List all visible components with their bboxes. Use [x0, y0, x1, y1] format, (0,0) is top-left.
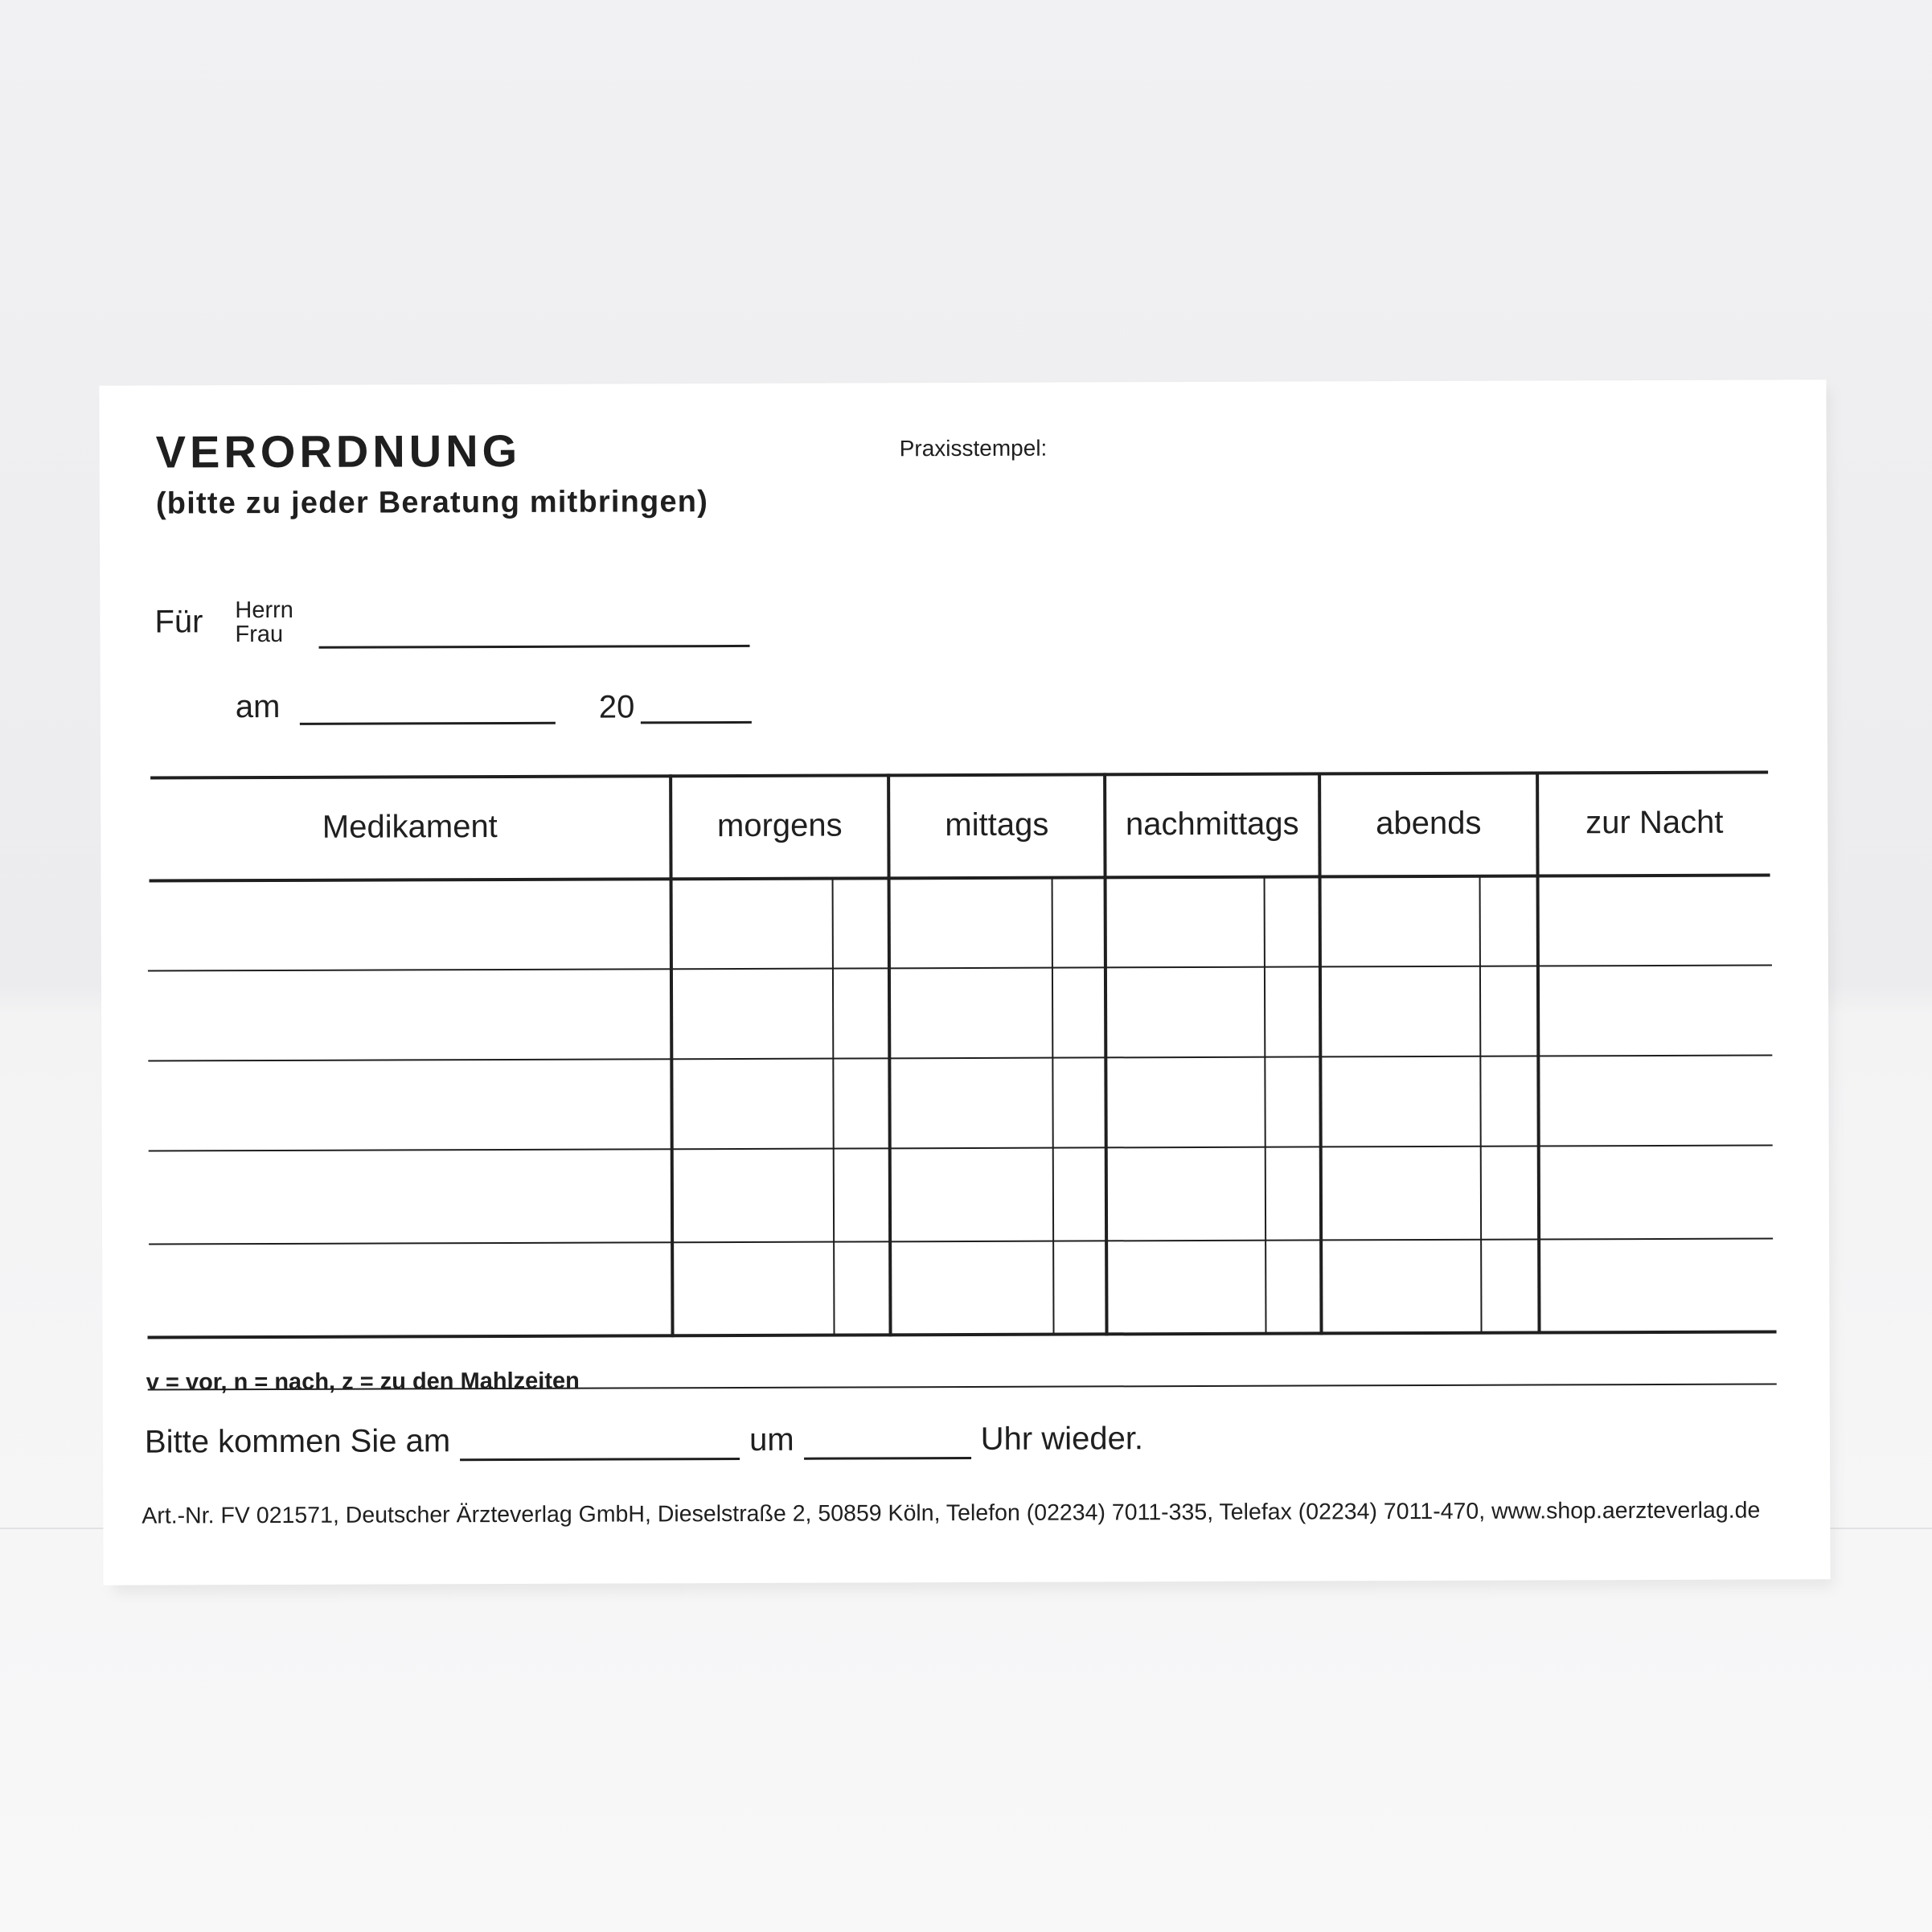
table-row-line [149, 1237, 1773, 1245]
form-title: VERORDNUNG [155, 425, 522, 478]
return-suffix: Uhr wieder. [980, 1421, 1144, 1457]
subcolumn-divider [1052, 878, 1055, 1335]
return-middle: um [749, 1421, 794, 1458]
subcolumn-divider [1479, 876, 1483, 1333]
table-row-line [148, 964, 1772, 971]
return-prefix: Bitte kommen Sie am [144, 1423, 451, 1460]
publisher-footer: Art.-Nr. FV 021571, Deutscher Ärzteverlag GmbH, Dieselstraße 2, 50859 Köln, Telefon (02234) 7011-335, Telefax (02234) 7011-470, www.shop.aerzteverlag.de [142, 1497, 1761, 1529]
medication-table [99, 379, 1830, 1585]
header-morgens: morgens [716, 807, 843, 843]
salutation-herrn: Herrn [235, 597, 293, 624]
table-row-line [148, 1054, 1772, 1061]
date-label: am [235, 688, 281, 725]
patient-for-label: Für [154, 604, 203, 640]
salutation-frau: Frau [235, 621, 284, 648]
form-subtitle: (bitte zu jeder Beratung mitbringen) [155, 485, 709, 521]
header-abends: abends [1376, 805, 1482, 841]
prescription-card [99, 379, 1830, 1585]
table-bottom-border [148, 1330, 1777, 1339]
header-nachmittags: nachmittags [1125, 806, 1299, 842]
header-medikament: Medikament [322, 808, 498, 845]
year-prefix: 20 [598, 689, 635, 725]
practice-stamp-label: Praxisstempel: [899, 435, 1048, 461]
return-appointment-row [145, 1421, 1143, 1462]
table-row-line [149, 1144, 1773, 1151]
header-zur-nacht: zur Nacht [1585, 804, 1724, 840]
subcolumn-divider [832, 879, 835, 1335]
header-mittags: mittags [945, 806, 1049, 843]
subcolumn-divider [1264, 877, 1267, 1334]
meal-legend: v = vor, n = nach, z = zu den Mahlzeiten [146, 1368, 580, 1396]
